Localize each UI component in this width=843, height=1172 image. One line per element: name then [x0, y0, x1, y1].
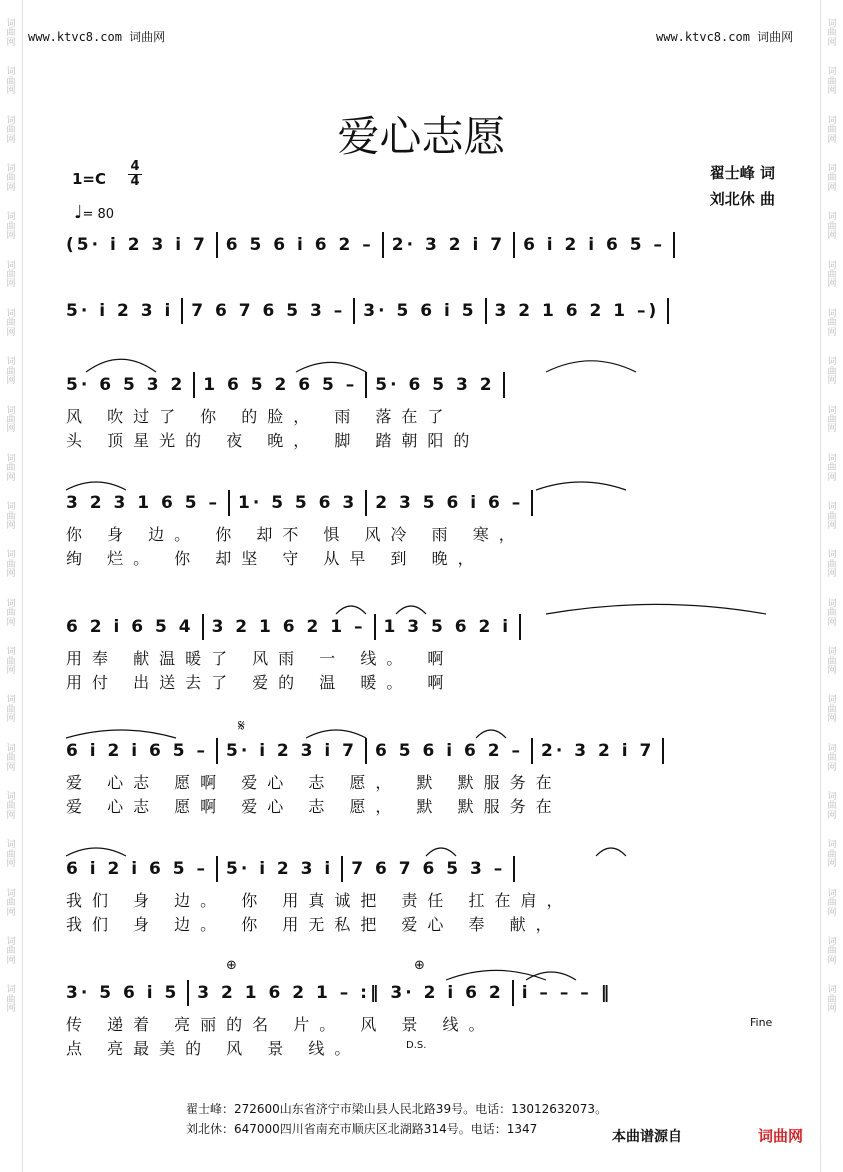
watermark-char: 网	[6, 907, 16, 918]
measure: 3 2 1 6 2 1 –)	[494, 301, 660, 321]
watermark-char: 曲	[827, 511, 837, 522]
watermark-char: 曲	[6, 559, 16, 570]
notation-line	[66, 738, 778, 764]
notation-line	[66, 490, 778, 516]
slur	[476, 730, 506, 738]
watermark-char: 曲	[827, 125, 837, 136]
song-title: 爱心志愿	[337, 112, 506, 161]
watermark-char: 网	[6, 376, 16, 387]
watermark-char: 曲	[6, 656, 16, 667]
measure: 5· i 2 3 i 7	[225, 741, 358, 761]
watermark-char: 词	[827, 743, 837, 754]
watermark-char: 曲	[6, 463, 16, 474]
slur	[536, 482, 626, 490]
watermark-char: 网	[827, 1004, 837, 1015]
lyric-line-1: 传 递着 亮丽的名 片。 风 景 线。	[66, 1015, 495, 1034]
watermark-char: 曲	[827, 946, 837, 957]
watermark-char: 曲	[827, 221, 837, 232]
watermark-char: 网	[827, 907, 837, 918]
slur-group	[66, 468, 778, 492]
measure: 5· 6 5 3 2	[375, 375, 495, 395]
watermark-char: 词	[6, 936, 16, 947]
measure: (5· i 2 3 i 7	[66, 235, 208, 255]
watermark-char: 词	[6, 550, 16, 561]
bar-line	[365, 490, 367, 516]
watermark-char: 网	[827, 182, 837, 193]
bar-line	[216, 232, 218, 258]
slur	[66, 482, 126, 490]
watermark-char: 词	[827, 260, 837, 271]
bar-line	[228, 490, 230, 516]
watermark-char: 曲	[6, 994, 16, 1005]
watermark-char: 曲	[6, 318, 16, 329]
measure: 5· i 2 3 i	[66, 301, 174, 321]
bar-line	[353, 298, 355, 324]
watermark-char: 曲	[827, 849, 837, 860]
slur	[546, 361, 636, 372]
watermark-char: 词	[6, 453, 16, 464]
watermark-char: 词	[827, 550, 837, 561]
watermark-char: 词	[827, 67, 837, 78]
bar-line	[512, 980, 514, 1006]
watermark-char: 网	[6, 424, 16, 435]
segno-mark: 𝄋	[238, 716, 245, 735]
score-system	[66, 980, 778, 1080]
lyric-line-1: 用奉 献温暖了 风雨 一 线。 啊	[66, 649, 454, 668]
watermark-char: 词	[6, 598, 16, 609]
slur	[86, 359, 156, 372]
watermark-char: 词	[6, 212, 16, 223]
watermark-char: 词	[827, 792, 837, 802]
watermark-char: 曲	[827, 753, 837, 764]
watermark-char: 网	[827, 134, 837, 145]
watermark-char: 网	[6, 327, 16, 338]
lyricist-address: 翟士峰：272600山东省济宁市梁山县人民北路39号。电话：13012632073。	[186, 1102, 608, 1116]
key-signature: 1=C	[72, 170, 107, 188]
slur	[526, 972, 576, 980]
time-signature-bottom: 4	[128, 174, 142, 189]
measure: 6 i 2 i 6 5 –	[66, 859, 208, 879]
bar-line	[513, 856, 515, 882]
notation-line	[66, 232, 778, 258]
measure: 2· 3 2 i 7	[391, 235, 506, 255]
slur-group	[66, 834, 778, 858]
score-system	[66, 372, 778, 472]
watermark-char: 曲	[6, 76, 16, 87]
measure: 7 6 7 6 5 3 –	[351, 859, 506, 879]
fine-mark: Fine	[750, 1016, 773, 1029]
watermark-char: 曲	[827, 704, 837, 715]
watermark-char: 词	[827, 647, 837, 658]
lyric-line-2: 爱 心志 愿啊 爱心 志 愿， 默 默服务在	[66, 797, 562, 816]
measure: 3· 5 6 i 5	[66, 983, 180, 1003]
bar-line	[382, 232, 384, 258]
watermark-char: 曲	[827, 559, 837, 570]
watermark-char: 网	[827, 955, 837, 966]
bar-line	[531, 738, 533, 764]
slur	[336, 606, 366, 614]
watermark-char: 曲	[6, 28, 16, 39]
watermark-char: 曲	[827, 994, 837, 1005]
watermark-char: 词	[6, 647, 16, 658]
watermark-char: 网	[6, 665, 16, 676]
watermark-char: 网	[827, 859, 837, 870]
watermark-char: 网	[827, 810, 837, 821]
tempo-mark	[74, 202, 114, 223]
watermark-char: 网	[6, 859, 16, 870]
watermark-char: 词	[827, 840, 837, 851]
slur	[396, 606, 426, 614]
site-watermark-right: www.ktvc8.com 词曲网	[656, 30, 794, 44]
measure: i – – – ‖	[521, 983, 613, 1003]
slur	[296, 362, 366, 372]
slur	[66, 730, 176, 738]
watermark-char: 网	[6, 472, 16, 483]
watermark-char: 词	[827, 405, 837, 416]
watermark-char: 网	[827, 617, 837, 628]
watermark-char: 词	[6, 888, 16, 899]
watermark-char: 词	[827, 888, 837, 899]
watermark-char: 词	[6, 19, 16, 29]
watermark-char: 曲	[6, 173, 16, 184]
bar-line	[216, 738, 218, 764]
watermark-char: 曲	[827, 76, 837, 87]
watermark-strip-right	[820, 0, 843, 1172]
watermark-char: 词	[6, 163, 16, 174]
watermark-char: 词	[6, 115, 16, 126]
notation-line	[66, 298, 778, 324]
watermark-char: 词	[827, 308, 837, 319]
slur	[426, 848, 456, 856]
lyric-line-2: 绚 烂。 你 却坚 守 从早 到 晚，	[66, 549, 484, 568]
watermark-char: 曲	[6, 270, 16, 280]
watermark-char: 曲	[827, 898, 837, 909]
watermark-char: 网	[827, 569, 837, 580]
tempo-value: = 80	[82, 207, 115, 222]
watermark-char: 网	[6, 617, 16, 628]
watermark-char: 词	[827, 212, 837, 223]
watermark-char: 词	[6, 695, 16, 706]
watermark-char: 曲	[6, 704, 16, 715]
bar-line	[503, 372, 505, 398]
watermark-char: 网	[6, 521, 16, 531]
watermark-char: 曲	[827, 463, 837, 474]
watermark-char: 曲	[827, 414, 837, 425]
measure: 3 2 3 1 6 5 –	[66, 493, 220, 513]
watermark-char: 网	[827, 472, 837, 483]
watermark-char: 词	[6, 405, 16, 416]
watermark-char: 词	[6, 357, 16, 368]
watermark-char: 曲	[6, 946, 16, 957]
watermark-char: 网	[6, 955, 16, 966]
measure: 6 5 6 i 6 2 –	[225, 235, 374, 255]
measure: 1· 5 5 6 3	[237, 493, 358, 513]
slur-group	[66, 716, 778, 740]
coda-mark-1: ⊕	[226, 958, 237, 973]
watermark-char: 网	[827, 665, 837, 676]
watermark-char: 网	[827, 714, 837, 725]
measure: 2 3 5 6 i 6 –	[375, 493, 524, 513]
watermark-char: 词	[827, 985, 837, 996]
bar-line	[485, 298, 487, 324]
watermark-char: 网	[827, 37, 837, 48]
measure: 3 2 1 6 2 1 – :‖ 3· 2 i 6 2	[197, 983, 504, 1003]
time-signature	[128, 160, 142, 189]
slur	[446, 970, 546, 980]
watermark-char: 曲	[6, 221, 16, 232]
watermark-char: 词	[6, 743, 16, 754]
watermark-char: 网	[6, 37, 16, 48]
quarter-note-icon: ♩	[74, 202, 83, 223]
measure: 1 6 5 2 6 5 –	[203, 375, 358, 395]
watermark-char: 网	[6, 714, 16, 725]
bar-line	[519, 614, 521, 640]
lyric-line-2: 点 亮最美的 风 景 线。	[66, 1039, 361, 1058]
measure: 1 3 5 6 2 i	[383, 617, 512, 637]
watermark-char: 曲	[6, 414, 16, 425]
bar-line	[193, 372, 195, 398]
watermark-strip-left	[0, 0, 23, 1172]
watermark-char: 曲	[6, 366, 16, 377]
bar-line	[365, 372, 367, 398]
watermark-char: 网	[827, 231, 837, 242]
watermark-char: 曲	[827, 366, 837, 377]
score-system	[66, 738, 778, 838]
watermark-char: 曲	[6, 511, 16, 522]
time-signature-top: 4	[130, 159, 140, 174]
bar-line	[513, 232, 515, 258]
measure: 6 i 2 i 6 5 –	[66, 741, 208, 761]
measure: 5· i 2 3 i	[225, 859, 334, 879]
slur	[66, 848, 126, 856]
watermark-char: 曲	[6, 801, 16, 812]
measure: 3· 5 6 i 5	[363, 301, 477, 321]
measure: 6 i 2 i 6 5 –	[523, 235, 666, 255]
watermark-char: 曲	[6, 849, 16, 860]
watermark-char: 曲	[827, 270, 837, 280]
composer-address: 刘北休：647000四川省南充市顺庆区北湖路314号。电话：1347	[186, 1122, 538, 1136]
lyric-line-1: 爱 心志 愿啊 爱心 志 愿， 默 默服务在	[66, 773, 562, 792]
lyricist-credit: 翟士峰 词	[709, 164, 775, 182]
watermark-char: 曲	[6, 753, 16, 764]
slur-group	[66, 592, 778, 616]
slur	[546, 604, 766, 614]
watermark-char: 曲	[827, 801, 837, 812]
watermark-char: 曲	[6, 125, 16, 136]
watermark-char: 词	[6, 792, 16, 802]
lyric-line-1: 你 身 边。 你 却不 惧 风冷 雨 寒，	[66, 525, 525, 544]
watermark-char: 曲	[827, 173, 837, 184]
bar-line	[673, 232, 675, 258]
watermark-char: 网	[827, 424, 837, 435]
watermark-char: 网	[827, 521, 837, 531]
bar-line	[216, 856, 218, 882]
slur-group	[66, 350, 778, 374]
watermark-char: 网	[827, 279, 837, 290]
watermark-char: 网	[6, 279, 16, 290]
source-label: 本曲谱源自	[612, 1129, 682, 1145]
lyric-line-1: 我们 身 边。 你 用真诚把 责任 扛在肩，	[66, 891, 573, 910]
watermark-char: 网	[6, 810, 16, 821]
ciqu-logo: 词曲网	[758, 1127, 804, 1145]
watermark-char: 词	[827, 357, 837, 368]
bar-line	[187, 980, 189, 1006]
watermark-char: 曲	[827, 656, 837, 667]
watermark-char: 词	[827, 695, 837, 706]
notation-line	[66, 614, 778, 640]
watermark-char: 网	[827, 376, 837, 387]
watermark-char: 网	[827, 762, 837, 773]
watermark-char: 词	[6, 502, 16, 513]
watermark-char: 网	[6, 231, 16, 242]
watermark-char: 网	[827, 86, 837, 97]
watermark-char: 词	[827, 502, 837, 513]
watermark-char: 词	[827, 115, 837, 126]
bar-line	[374, 614, 376, 640]
measure: 6 5 6 i 6 2 –	[375, 741, 523, 761]
notation-line	[66, 980, 778, 1006]
composer-credit: 刘北休 曲	[709, 190, 775, 208]
lyric-line-2: 头 顶星光的 夜 晚， 脚 踏朝阳的	[66, 431, 480, 450]
watermark-char: 网	[6, 569, 16, 580]
watermark-char: 词	[827, 936, 837, 947]
bar-line	[181, 298, 183, 324]
watermark-char: 网	[6, 1004, 16, 1015]
slur	[596, 848, 626, 856]
watermark-char: 词	[827, 598, 837, 609]
lyric-line-1: 风 吹过了 你 的脸， 雨 落在了	[66, 407, 454, 426]
watermark-char: 词	[827, 453, 837, 464]
bar-line	[341, 856, 343, 882]
ds-mark: D.S.	[406, 1040, 427, 1051]
watermark-char: 曲	[6, 608, 16, 619]
watermark-char: 词	[6, 260, 16, 271]
lyric-line-2: 我们 身 边。 你 用无私把 爱心 奉 献，	[66, 915, 562, 934]
watermark-char: 网	[6, 86, 16, 97]
notation-line	[66, 856, 778, 882]
measure: 5· 6 5 3 2	[66, 375, 186, 395]
bar-line	[202, 614, 204, 640]
score-system	[66, 856, 778, 956]
watermark-char: 曲	[827, 28, 837, 39]
watermark-char: 曲	[6, 898, 16, 909]
measure: 3 2 1 6 2 1 –	[211, 617, 366, 637]
slur	[306, 730, 366, 738]
measure: 6 2 i 6 5 4	[66, 617, 194, 637]
watermark-char: 曲	[827, 608, 837, 619]
score-system	[66, 614, 778, 714]
lyric-line-2: 用付 出送去了 爱的 温 暖。 啊	[66, 673, 454, 692]
watermark-char: 曲	[827, 318, 837, 329]
score-system	[66, 490, 778, 590]
watermark-char: 网	[6, 762, 16, 773]
watermark-char: 词	[6, 840, 16, 851]
site-watermark-left: www.ktvc8.com 词曲网	[28, 30, 166, 44]
notation-line	[66, 372, 778, 398]
bar-line	[365, 738, 367, 764]
watermark-char: 网	[827, 327, 837, 338]
measure: 2· 3 2 i 7	[541, 741, 655, 761]
watermark-char: 词	[6, 67, 16, 78]
watermark-char: 词	[6, 308, 16, 319]
watermark-char: 网	[6, 182, 16, 193]
watermark-char: 词	[827, 19, 837, 29]
measure: 7 6 7 6 5 3 –	[191, 301, 346, 321]
watermark-char: 网	[6, 134, 16, 145]
bar-line	[662, 738, 664, 764]
coda-mark-2: ⊕	[414, 958, 425, 973]
bar-line	[531, 490, 533, 516]
bar-line	[667, 298, 669, 324]
watermark-char: 词	[6, 985, 16, 996]
watermark-char: 词	[827, 163, 837, 174]
